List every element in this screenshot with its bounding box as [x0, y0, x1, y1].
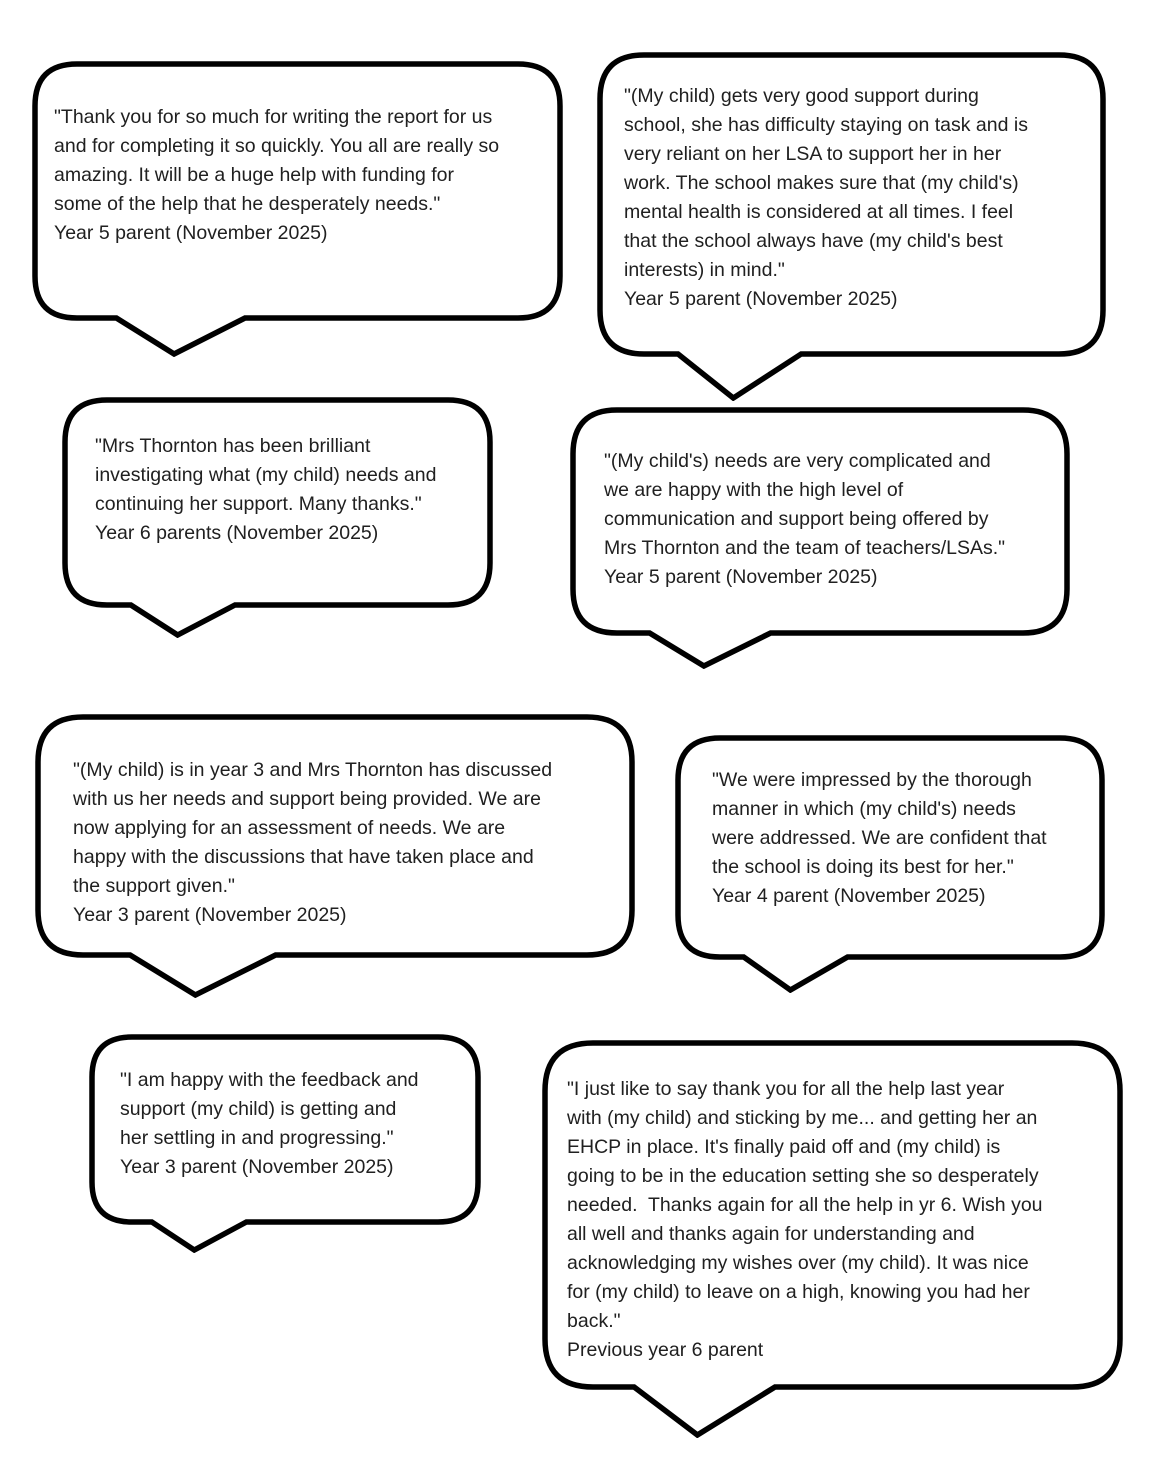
- testimonial-text: [54, 103, 499, 248]
- quote-line: very reliant on her LSA to support her in her: [624, 143, 1002, 165]
- quote-line: work. The school makes sure that (my child's): [624, 172, 1019, 194]
- speech-bubble: [675, 735, 1105, 993]
- quote-line: all well and thanks again for understanding and: [567, 1223, 975, 1245]
- quote-line: "I just like to say thank you for all the help last year: [567, 1078, 1005, 1100]
- quote-line: "(My child) gets very good support during: [624, 85, 979, 107]
- testimonial-text: [712, 766, 1047, 911]
- speech-bubble: [35, 714, 635, 998]
- quote-line: "Mrs Thornton has been brilliant: [95, 435, 371, 457]
- quote-line: now applying for an assessment of needs. We are: [73, 817, 506, 839]
- quote-line: some of the help that he desperately needs.": [54, 193, 441, 215]
- testimonial-attribution: Year 3 parent (November 2025): [73, 904, 347, 926]
- testimonial-attribution: Year 5 parent (November 2025): [624, 288, 898, 310]
- speech-bubble: [32, 61, 563, 357]
- speech-bubble: [542, 1040, 1123, 1438]
- speech-bubble: [597, 52, 1106, 401]
- quote-line: "(My child) is in year 3 and Mrs Thornton has discussed: [73, 759, 553, 781]
- quote-line: "Thank you for so much for writing the report for us: [54, 106, 493, 128]
- quote-line: Mrs Thornton and the team of teachers/LSAs.": [604, 537, 1006, 559]
- quote-line: "I am happy with the feedback and: [120, 1069, 419, 1091]
- quote-line: we are happy with the high level of: [604, 479, 904, 501]
- quote-line: communication and support being offered by: [604, 508, 989, 530]
- testimonial-text: [120, 1066, 419, 1182]
- testimonial-text: [95, 432, 436, 548]
- quote-line: manner in which (my child's) needs: [712, 798, 1016, 820]
- quote-line: acknowledging my wishes over (my child). It was nice: [567, 1252, 1029, 1274]
- testimonial-attribution: Year 4 parent (November 2025): [712, 885, 986, 907]
- quote-line: EHCP in place. It's finally paid off and (my child) is: [567, 1136, 1001, 1158]
- testimonial-text: [604, 447, 1005, 592]
- testimonial-text: [624, 82, 1028, 314]
- speech-bubble: [62, 397, 493, 638]
- quote-line: support (my child) is getting and: [120, 1098, 397, 1120]
- quote-line: going to be in the education setting she so desperately: [567, 1165, 1039, 1187]
- quote-line: needed. Thanks again for all the help in yr 6. Wish you: [567, 1194, 1043, 1216]
- quote-line: were addressed. We are confident that: [712, 827, 1047, 849]
- quote-line: and for completing it so quickly. You all are really so: [54, 135, 500, 157]
- speech-bubble: [89, 1034, 481, 1253]
- quote-line: the support given.": [73, 875, 235, 897]
- testimonial-attribution: Year 6 parents (November 2025): [95, 522, 379, 544]
- quote-line: mental health is considered at all times. I feel: [624, 201, 1014, 223]
- quote-line: her settling in and progressing.": [120, 1127, 394, 1149]
- testimonial-text: [73, 756, 552, 930]
- quote-line: amazing. It will be a huge help with funding for: [54, 164, 454, 186]
- quote-line: "We were impressed by the thorough: [712, 769, 1032, 791]
- quote-line: happy with the discussions that have taken place and: [73, 846, 534, 868]
- testimonial-attribution: Year 3 parent (November 2025): [120, 1156, 394, 1178]
- quote-line: the school is doing its best for her.": [712, 856, 1014, 878]
- testimonial-attribution: Previous year 6 parent: [567, 1339, 764, 1361]
- testimonial-text: [567, 1075, 1043, 1365]
- quote-line: investigating what (my child) needs and: [95, 464, 437, 486]
- quote-line: continuing her support. Many thanks.": [95, 493, 422, 515]
- quote-line: school, she has difficulty staying on task and is: [624, 114, 1028, 136]
- quote-line: with us her needs and support being provided. We are: [73, 788, 541, 810]
- quote-line: interests) in mind.": [624, 259, 785, 281]
- speech-bubble: [570, 407, 1070, 669]
- quote-line: that the school always have (my child's best: [624, 230, 1003, 252]
- quote-line: back.": [567, 1310, 621, 1332]
- quote-line: "(My child's) needs are very complicated and: [604, 450, 991, 472]
- quote-line: for (my child) to leave on a high, knowing you had her: [567, 1281, 1030, 1303]
- testimonial-attribution: Year 5 parent (November 2025): [604, 566, 878, 588]
- quote-line: with (my child) and sticking by me... and getting her an: [567, 1107, 1038, 1129]
- testimonial-attribution: Year 5 parent (November 2025): [54, 222, 328, 244]
